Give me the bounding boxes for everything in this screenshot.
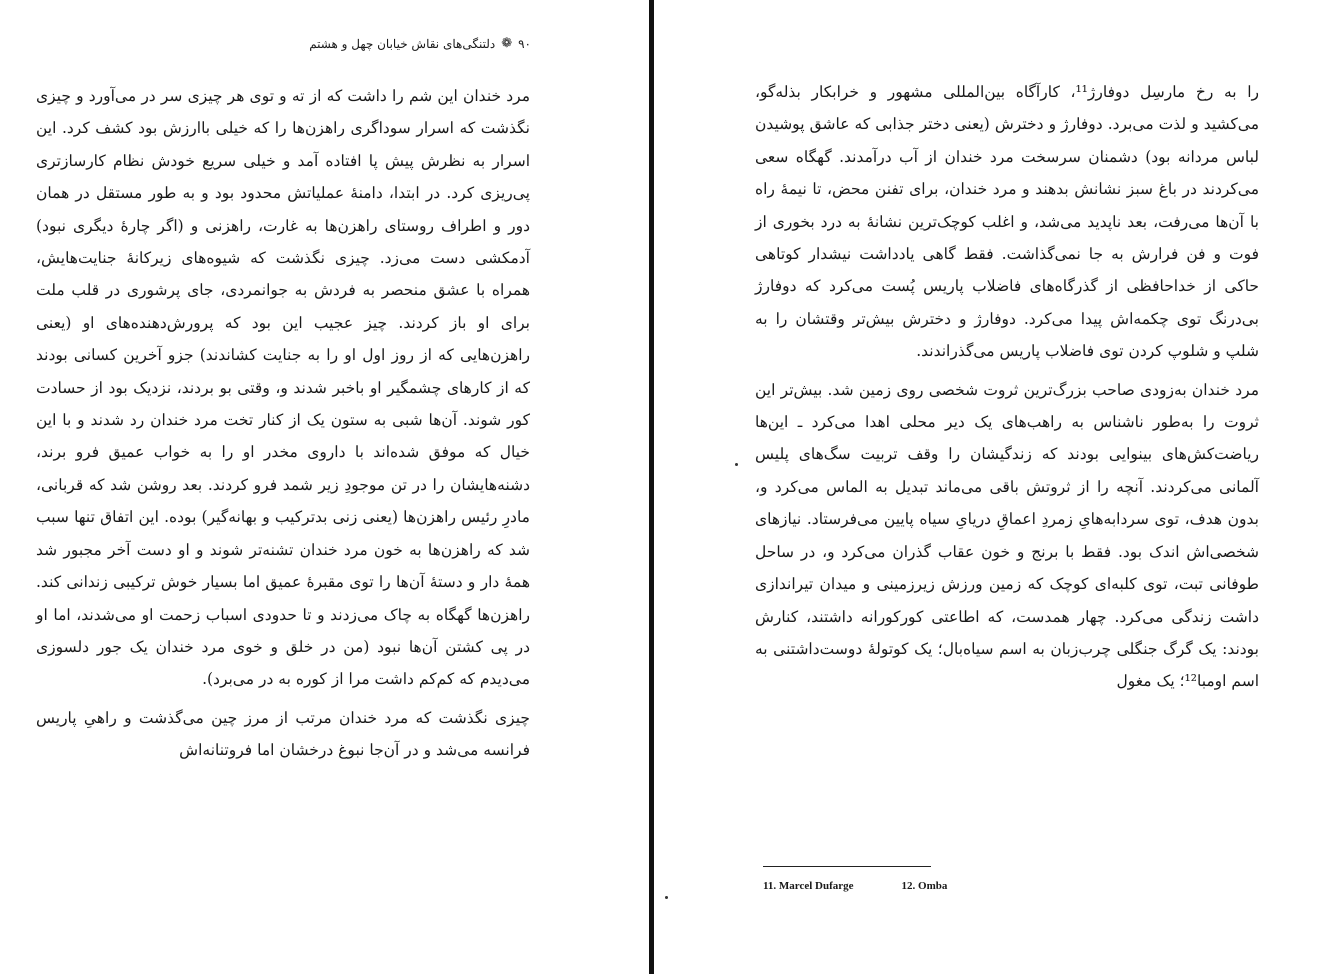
page-gutter (649, 0, 654, 974)
footnote: 11. Marcel Dufarge (763, 880, 854, 892)
footnotes (763, 880, 947, 892)
footnote: 12. Omba (901, 880, 948, 892)
paragraph: را به رخ مارسِل دوفارژ¹¹، کارآگاه بین‌المللی مشهور و خرابکار بذله‌گو، می‌کشید و لذت می‌برد. دوفارژ و دخترش (یعنی دختر جذابی که عاشق پوشیدن لباس مردانه بود) دشمنان سرسخت مرد خندان از آب درآمدند. گهگاه سعی می‌کردند در باغ سبز نشانش بدهند و مرد خندان، برای تفنن محض، تا نیمهٔ راه با آن‌ها می‌رفت، بعد ناپدید می‌شد، و اغلب کوچک‌ترین نشانهٔ به درد بخوری از فوت و فن فرارش به جا نمی‌گذاشت. فقط گاهی یادداشت نیشدار کوتاهی حاکی از خداحافظی از گذرگاه‌های فاضلاب پاریس پُست می‌کرد که دوفارژ بی‌درنگ توی چکمه‌اش پیدا می‌کرد. دوفارژ و دخترش بیش‌تر وقتشان را به شلپ و شلوپ کردن توی فاضلاب پاریس می‌گذراندند. (755, 83, 1259, 361)
footnote-rule (763, 866, 931, 867)
scan-speck (665, 896, 668, 899)
scan-speck (735, 463, 738, 466)
paragraph: مرد خندان این شم را داشت که از ته و توی هر چیزی سر در می‌آورد و چیزی نگذشت که اسرار سوداگری راهزن‌ها را که خیلی باارزش بود کشف کرد. این اسرار به نظرش پیش پا افتاده آمد و خیلی سریع خودش نظام کارسازتری پی‌ریزی کرد. در ابتدا، دامنهٔ عملیاتش محدود بود و به طور مستقل در همان دور و اطراف روستای راهزن‌ها به غارت، راهزنی و (اگر چارهٔ دیگری نبود) آدمکشی دست می‌زد. چیزی نگذشت که شیوه‌های زیرکانهٔ جنایت‌هایش، همراه با عشق منحصر به فردش به جوانمردی، جای پرشوری در قلب ملت برای او باز کردند. چیز عجیب این بود که پرورش‌دهنده‌های او (یعنی راهزن‌هایی که از روز اول او را به جنایت کشاندند) جزو آخرین کسانی بودند که از کارهای چشمگیر او باخبر شدند و، وقتی بو بردند، نزدیک بود از حسادت کور شوند. آن‌ها شبی به ستون یک از کنار تخت مرد خندان رد شدند و با این خیال که موفق شده‌اند با داروی مخدر او را به خواب عمیق فرو برند، دشنه‌هایشان را در تن موجودِ زیر شمد فرو کردند. بعد روشن شد که قربانی، مادرِ رئیس راهزن‌ها (یعنی زنی بدترکیب و بهانه‌گیر) بوده. این اتفاق تنها سبب شد که راهزن‌ها به خون مرد خندان تشنه‌تر شوند و او دست آخر مجبور شد همهٔ دار و دستهٔ آن‌ها را توی مقبرهٔ عمیق اما بسیار خوش ترکیبی زندانی کند. راهزن‌ها گهگاه به چاک می‌زدند و تا حدودی اسباب زحمت او می‌شدند، اما او در پی کشتن آن‌ها نبود (من در خلق و خوی مرد خندان یک جور دلسوزی می‌دیدم که کم‌کم داشت مرا از کوره به در می‌برد). (36, 87, 530, 689)
left-page (0, 0, 651, 974)
page-number: ۹۰ (518, 36, 531, 51)
paragraph: چیزی نگذشت که مرد خندان مرتب از مرز چین می‌گذشت و راهیِ پاریس فرانسه می‌شد و در آن‌جا نبوغ درخشان اما فروتنانه‌اش (36, 708, 530, 760)
paragraph: مرد خندان به‌زودی صاحب بزرگ‌ترین ثروت شخصی روی زمین شد. بیش‌تر این ثروت را به‌طور ناشناس به راهب‌های یک دیر محلی اهدا می‌کرد ـ این‌ها ریاضت‌کش‌های بینوایی بودند که زندگیشان را وقف تربیت سگ‌های پلیس آلمانی می‌کردند. آنچه را از ثروتش باقی می‌ماند تبدیل به الماس می‌کرد و، بدون هدف، توی سردابه‌هایِ زمردِ اعماقِ دریایِ سیاه پایین می‌فرستاد. نیازهای شخصی‌اش اندک بود. فقط با برنج و خون عقاب گذران می‌کرد و، در ساحل طوفانی تبت، توی کلبه‌ای کوچک که زمین ورزش زیرزمینی و میدان تیراندازی داشت زندگی می‌کرد. چهار همدست، که اطاعتی کورکورانه داشتند، کنارش بودند: یک گرگ جنگلی چرب‌زبان به اسم سیاه‌بال؛ یک کوتولهٔ دوست‌داشتنی به اسم اومبا¹²؛ یک مغول (755, 380, 1259, 691)
right-page (655, 0, 1317, 974)
right-page-body (755, 76, 1259, 698)
running-head (309, 36, 531, 51)
left-page-body (36, 80, 530, 767)
running-head-title: دلتنگی‌های نقاش خیابان چهل و هشتم (309, 36, 496, 51)
flower-ornament-icon: ❁ (501, 36, 513, 51)
